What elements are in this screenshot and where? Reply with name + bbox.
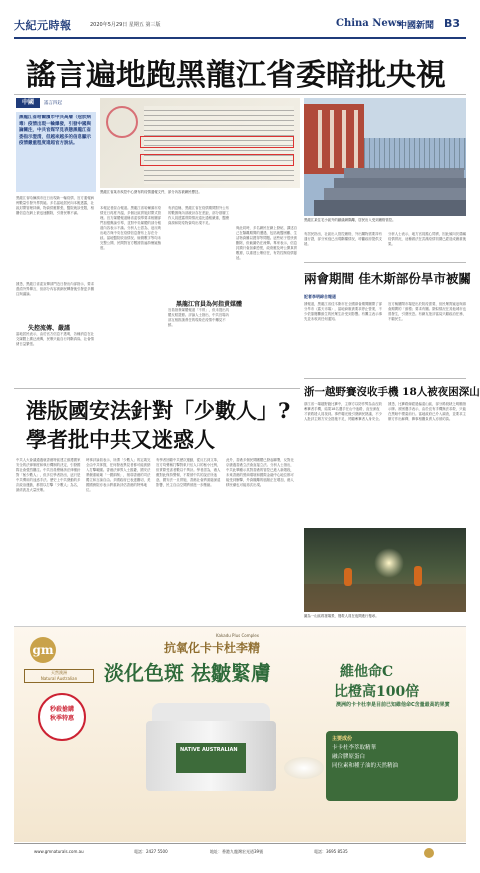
hk-body-2: 時事評論員表示，所謂「少數人」的定義完全由中共掌握，任何發表異見者都可能被納入打擊範圍。香港法律界人士擔憂，國安法將嚴重破壞「一國兩制」，削弱香港的司法獨立和言論自由。多國政府已表達關切，美國國務院亦表示將重新評估香港的特殊地位。	[86, 458, 151, 492]
zj-body-2: 據悉，比賽路線經過偏遠山區，部分路段缺乏明顯指示牌。被困選手表示，由於沒有手機無法求救，只能在黑暗中摸索前行。當地政府已介入調查，並要求主辦方作出解釋，賽事相關負責人亦被約談。	[388, 402, 466, 421]
ad-features-box	[326, 731, 458, 801]
rescue-worker-2	[414, 566, 422, 586]
highlight-text: 黑龍江省哈爾濱市中共高層（冠狀病毒）疫情出現一輪爆發，引發中國與論關注，中共官媒罕見表態黑龍江省委指示澄清，但越來越多的信息顯示疫情嚴重程度遠超官方說法。	[19, 115, 91, 146]
footer-left[interactable]: www.gmnaturals.com.au	[34, 849, 84, 854]
lead-headline: 謠言遍地跑黑龍江省委暗批央視	[26, 58, 446, 93]
hk-body-1: 中共人大會議通過就香港特區建立維護國家安全的法律制度和執行機制的決定，引發國際社會強烈關注。中共官員聲稱該法律僅針對「極少數人」，但多位學者指出，這只是中共慣用的迷惑手法。歷史上中共發動的多次政治運動，都曾以打擊「少數人」為名，最終波及大量民眾。	[16, 458, 81, 492]
hk-headline-1: 港版國安法針對「少數人」?	[26, 398, 291, 423]
lead-rule	[14, 94, 466, 95]
masthead	[14, 16, 466, 34]
ad-jar-label	[176, 743, 246, 773]
ad-feature-1: 卡卡杜李萃取精華	[332, 745, 377, 751]
zj-caption: 圖為一山區救援場景，搜救人員在夜間進行搜尋。	[304, 614, 379, 618]
masthead-rule	[14, 37, 466, 39]
rain-body-2: 官方稱關閉市場是出於防疫需要，但民眾質疑這與兩會期間的「維穩」要求有關。類似情況在其他城市也曾發生，引發民怨。有網友批評當局只顧政治任務，不顧民生。	[388, 302, 466, 321]
zj-headline: 浙一越野賽沒收手機 18人被夜困深山	[304, 386, 480, 398]
footer-center: 地址：香港九龍灣宏光道39號	[210, 849, 264, 854]
rescue-photo	[304, 528, 466, 612]
ad-offer: 秒殺搶購 秋季特惠	[49, 706, 74, 722]
building-windows	[310, 110, 358, 168]
highlight-box	[16, 112, 96, 192]
stair-2	[334, 178, 466, 188]
hk-top-rule	[14, 388, 300, 389]
ad-badge	[24, 669, 94, 683]
ad-jar	[146, 703, 276, 813]
masthead-section: China News	[336, 18, 403, 29]
ad-vit-2: 比橙高100倍	[334, 684, 420, 700]
lead-body-col1: 黑龍江省哈爾濱市近日出現新一輪疫情，官方通報病例數量引發外界質疑。多名當地居民向本報透露，社區封閉管理持續，物資供應緊張，醫院就診受限，相關信息在網上被迅速刪除，引發民眾不滿。	[16, 196, 94, 215]
column-tag	[16, 98, 40, 108]
lead-body-col6: 分析人士表示，地方官員擔心問責，因此傾向於隱瞞疫情實況，這種做法在武漢疫情初期已經造成嚴重後果。	[388, 232, 466, 246]
lead-body-col2: 本報記者綜合報道。黑龍江省哈爾濱市疫情近日再度升溫，多個社區實施封閉式管理。官方媒體報道稱省委領導要求相關部門加強輿論引導，並對中央媒體的部分報道內容表示不滿。分析人士認為，這反映出地方與中央在疫情信息發布上存在分歧。當地醫院收治情況、檢測數字等均未完整公開，民間對官方數據普遍持懷疑態度。	[100, 206, 162, 250]
ad-feature-2: 融合膠原蛋白	[332, 754, 366, 760]
hk-body-3: 有學者回顧中共歷次運動，從反右到文革，官方均聲稱打擊對象只佔人口的極小比例，但實際受害者數以千萬計。學者認為，港人應對此保持警惕，不要被中共的說法所迷惑，國安法一旦實施，香港社會將面臨深遠影響，民主自由空間將被進一步壓縮。	[156, 458, 221, 487]
ad-jar-text: NATIVE AUSTRALIAN	[180, 747, 238, 753]
lead-body-col4: 與此同時，多名網民在網上發帖，講述自己在隔離期間的遭遇，包括就醫困難、生活物資難以獲得等問題。這些帖子很快被刪除，但截圖仍在流傳。專家表示，信息封鎖只會加劇恐慌，政府應及時公開真實數據，以重建公眾信任，有效控制疫情蔓延。	[236, 226, 298, 260]
rain-byline: 記者李明綜合報道	[304, 294, 336, 299]
ad-offer-seal	[38, 693, 86, 741]
rain-top-rule	[304, 262, 466, 263]
ad-brand: Kakadu Plus Complex	[216, 633, 260, 638]
ad-badge-cn: 天然澳洲	[51, 670, 67, 675]
rescue-worker-1	[344, 568, 352, 586]
ad-desc: 澳洲的卡卡杜李是目前已知維他命C含量最高的果實	[336, 702, 450, 708]
lead-sub-1: 失控流傳、嚴謹	[28, 325, 71, 332]
document-photo	[100, 98, 300, 188]
footer-logo-icon	[424, 848, 434, 858]
rain-body-1: 據報道，黑龍江省佳木斯市在全國兩會期間關閉了部分旱市（露天市場），當地商販被要求停止營業，不少依靠擺攤維生的民眾生計受到影響。有攤主表示事先並未收到任何通知。	[304, 302, 382, 321]
footer-phone-2: 電話：3695 8535	[314, 849, 348, 854]
document-highlight-1	[140, 136, 294, 148]
footer-phone: 電話：2427 5500	[134, 849, 168, 854]
page-number: B3	[444, 17, 461, 30]
ad-cream-swirl	[284, 757, 324, 779]
column-sub: 謠言四起	[44, 101, 62, 106]
lead-body-col1c: 當地居民表示，由於官方信息不透明，各種消息在社交媒體上廣泛流傳，民眾只能自行判斷真偽，社會情緒日益緊張。	[16, 332, 94, 346]
ad-features-title: 主要成份	[332, 736, 353, 742]
caption-1: 黑龍江省某市疾控中心發布的疫情通報文件，部分內容被網民標註。	[100, 190, 202, 194]
fence	[364, 138, 466, 170]
lead-body-col3b: 官員指責媒體報道「不實」，但未提出具體反駁證據。評論人士指出，中共官場內部互相推諉責任的現象在疫情中屢見不鮮。	[168, 308, 230, 327]
zj-top-rule	[304, 378, 466, 379]
footer	[14, 843, 466, 863]
ad-badge-en: Natural Australian	[40, 676, 78, 681]
stair-3	[324, 188, 466, 200]
rescue-ground	[304, 584, 466, 612]
hk-headline-2: 學者批中共又迷惑人	[26, 427, 215, 452]
document-stamp	[106, 106, 138, 138]
zj-body-1: 浙江省一場越野跑比賽中，主辦方以防作弊為由沒收參賽者手機，結果18名選手在山中迷路，直至深夜才被救援人員找到。事件曝光後引發網民熱議，不少人批評主辦方安全措施不足，罔顧參賽者人身安全。	[304, 402, 382, 421]
document-highlight-2	[140, 154, 294, 166]
rain-headline: 兩會期間 佳木斯部份旱市被關	[304, 271, 471, 286]
column-tag-label: 中國	[21, 99, 34, 106]
masthead-logo: 大紀元時報	[14, 19, 72, 32]
stair-4	[314, 200, 466, 216]
ad-title-2: 淡化色斑 祛皺緊膚	[104, 661, 271, 685]
ad-title-1: 抗氧化卡卡杜李精	[164, 641, 261, 655]
ad-logo: gm	[30, 637, 56, 663]
ad-vit-1: 維他命C	[340, 664, 394, 680]
lead-sub-2: 黑龍江官員為何指責媒體	[176, 301, 243, 308]
rescue-light	[374, 548, 404, 578]
lead-body-col1b: 據悉，黑龍江省委宣傳部門近日發出內部指示，要求澄清外界傳言，但部分內容被網民轉發後引發更多關注與議論。	[16, 282, 94, 296]
masthead-date: 2020年5月29日 星期五 第三版	[90, 22, 161, 28]
ad-jar-lid	[152, 703, 270, 723]
masthead-section-cn: 中國新聞	[398, 21, 435, 31]
ad-block	[14, 626, 466, 842]
caption-2: 黑龍江某住宅小區外的鐵絲網隔離，居民出入受到嚴格管控。	[304, 218, 396, 222]
lead-body-col3: 有消息稱，黑龍江省在疫情期間對外公布的數據與內部統計存在差距，部分基層工作人員透露實際情況遠比通報嚴重，醫療資源和防疫物資均出現不足。	[168, 206, 230, 225]
stairs-photo	[304, 98, 466, 216]
ad-feature-3: 同位素和種子油的天然精油	[332, 763, 399, 769]
hk-body-4: 此外，香港多個民間團體已發起聯署，反對北京繞過香港立法會直接立法。分析人士指出，中共此舉顯示其對香港的管控已進入新階段，未來香港的營商環境和國際金融中心地位都可能受到衝擊，外資撤離的風險正在增加，港人移民潮也可能再次出現。	[226, 458, 294, 487]
lead-body-col5: 有居民指出，社區出入管控嚴格，外出購物需要持有通行證，部分家庭已出現斷糧情況，呼籲政府提供支援。	[304, 232, 382, 246]
